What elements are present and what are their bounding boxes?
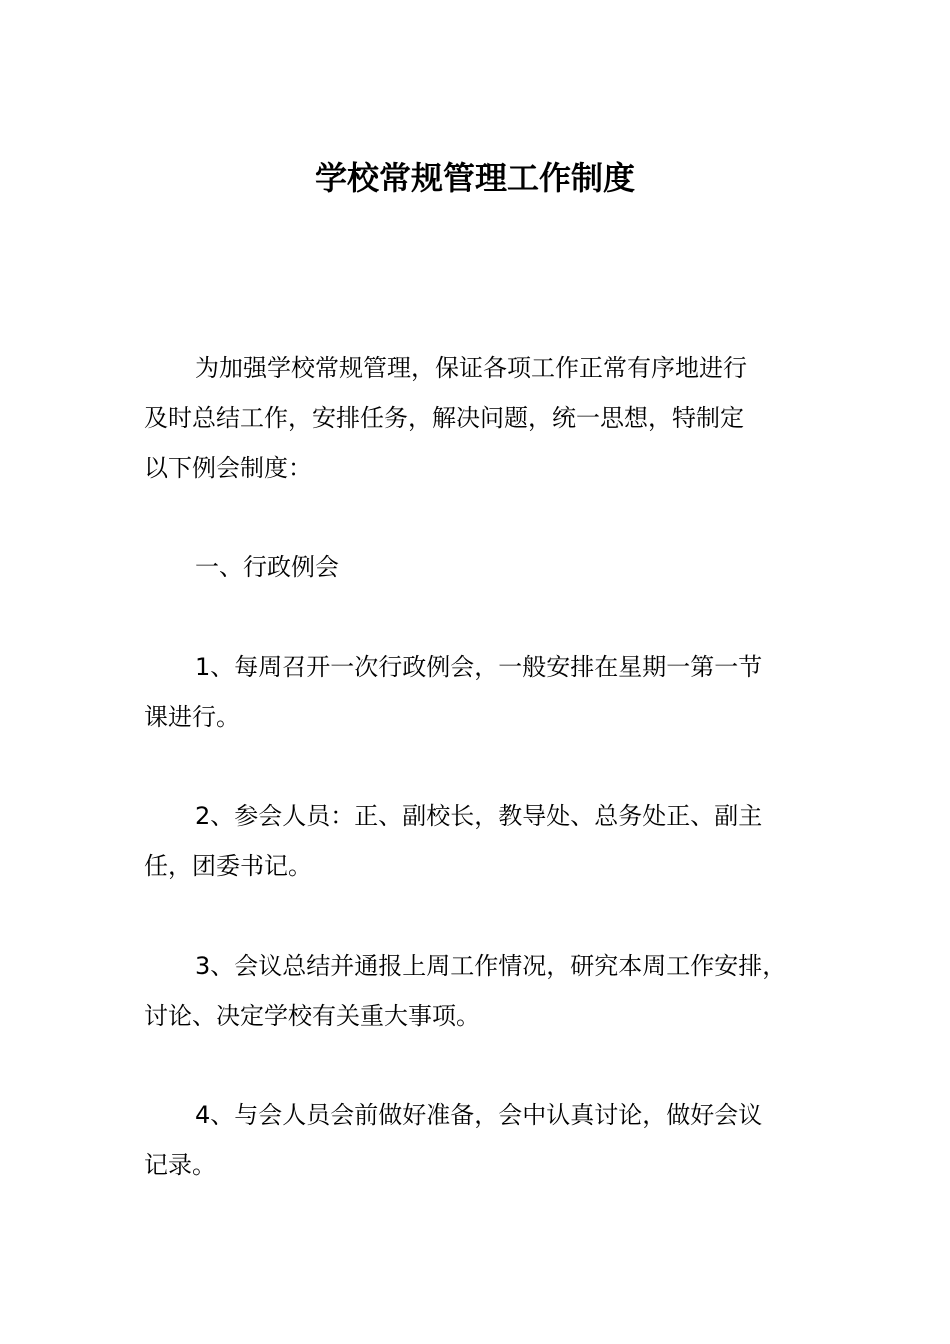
section-heading-text: 一、行政例会 xyxy=(195,553,339,581)
paragraph-line: 2、参会人员：正、副校长，教导处、总务处正、副主 xyxy=(195,802,763,830)
paragraph-line: 及时总结工作，安排任务，解决问题，统一思想，特制定 xyxy=(144,404,744,432)
paragraph-line: 3、会议总结并通报上周工作情况，研究本周工作安排， xyxy=(195,952,787,980)
paragraph-line: 1、每周召开一次行政例会，一般安排在星期一第一节 xyxy=(195,653,763,681)
paragraph-line: 为加强学校常规管理，保证各项工作正常有序地进行 xyxy=(195,354,747,382)
list-item-3 xyxy=(144,941,834,1041)
paragraph-intro xyxy=(144,343,834,493)
list-item-4 xyxy=(144,1090,834,1190)
paragraph-line: 讨论、决定学校有关重大事项。 xyxy=(144,1002,480,1030)
paragraph-line: 以下例会制度： xyxy=(144,454,312,482)
list-item-2 xyxy=(144,791,834,891)
paragraph-line: 4、与会人员会前做好准备，会中认真讨论，做好会议 xyxy=(195,1101,763,1129)
page-title: 学校常规管理工作制度 xyxy=(314,159,635,197)
list-item-1 xyxy=(144,642,834,742)
section-heading xyxy=(144,542,834,592)
paragraph-line: 记录。 xyxy=(144,1151,216,1179)
paragraph-line: 任，团委书记。 xyxy=(144,852,312,880)
paragraph-line: 课进行。 xyxy=(144,703,240,731)
